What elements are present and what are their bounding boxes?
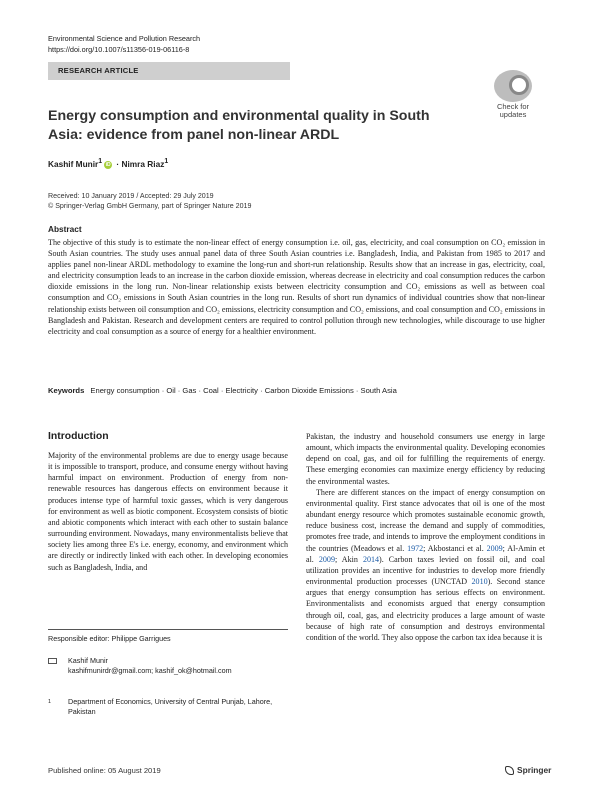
affiliation-text: Department of Economics, University of Central Punjab, Lahore, Pakistan [68,697,273,716]
article-type-bar [48,62,290,80]
author-2-sup: 1 [164,158,169,165]
citation-link[interactable]: 2014 [362,554,380,564]
article-title: Energy consumption and environmental quality in South Asia: evidence from panel non-linear ARDL [48,108,430,143]
check-updates-line2: updates [499,110,527,119]
publisher-logo [505,765,551,775]
journal-header [48,33,200,55]
citation-link[interactable]: 2009 [318,554,335,564]
citation-link[interactable]: 2009 [486,543,503,553]
contact-emails[interactable]: kashifmunirdr@gmail.com; kashif_ok@hotmail.com [68,666,232,675]
copyright-line: © Springer-Verlag GmbH Germany, part of Springer Nature 2019 [48,202,252,210]
intro-left-column [48,450,288,573]
affiliation-number: 1 [48,699,52,705]
springer-horse-icon [505,766,514,775]
check-for-updates-badge[interactable] [488,70,538,124]
journal-doi[interactable]: https://doi.org/10.1007/s11356-019-06116-8 [48,45,190,54]
author-1[interactable]: Kashif Munir [48,158,99,169]
contact-name: Kashif Munir [68,656,108,665]
envelope-icon [48,658,57,664]
citation-link[interactable]: 1972 [407,543,424,553]
author-1-sup: 1 [98,158,103,165]
intro-right-paragraph-2: There are different stances on the impact of energy consumption on environmental quality. First stance advocates that oil is one of the most abundant energy resource which promotes sustainable economic growth, reduce business cost, increase the demand and supply of commodities, promotes free trade, and intends to improve the employment conditions in the countries (Meadows et al. 1972; Akbostanci et al. 2009; Al-Amin et al. 2009; Akin 2014). Carbon taxes levied on fossil oil, and coal utilization provides an incentive for industries to develop more friendly environmental production processes (UNCTAD 2010). Second stance argues that energy consumption has serious effects on environment. Environmentalists and economists argued that energy consumption through oil, coal, gas, and electricity produces a large amount of waste because of high rate of consumption and destroys environmental condition of the world. They also oppose the carbon tax idea because it is [306,487,545,642]
author-list [48,158,168,169]
orcid-icon[interactable]: iD [105,161,111,168]
keywords-list: Energy consumption · Oil · Gas · Coal · Electricity · Carbon Dioxide Emissions · South Asia [90,386,397,395]
keywords-label: Keywords [48,386,85,395]
article-dates [48,191,251,211]
author-2[interactable]: Nimra Riaz [121,158,165,169]
check-updates-icon [494,70,532,102]
article-type: RESEARCH ARTICLE [58,66,139,75]
received-accepted: Received: 10 January 2019 / Accepted: 29 July 2019 [48,192,214,200]
publisher-name: Springer [517,765,552,775]
intro-left-paragraph: Majority of the environmental problems are due to energy usage because it is impossible to transport, produce, and consume energy without having harmful impact on environment. Production of energy from non-renewable resources has dangerous effects on environment because it produces intense type of harmful toxic gasses, which is very dangerous for environment as well as biotic component. Ecosystem consists of biotic and abiotic components which interact with each other to sustain balance surrounding environment. Nowadays, many environmentalists believe that society lies among three E's i.e. energy, economy, and environment which are directly or indirectly linked with each other. In developing economies such as Bangladesh, India, and [48,451,289,572]
keywords [48,386,545,395]
introduction-heading: Introduction [48,431,109,442]
footnote-divider [48,629,288,630]
responsible-editor: Responsible editor: Philippe Garrigues [48,634,171,643]
check-updates-line1: Check for [496,102,530,111]
citation-link[interactable]: 2010 [471,577,488,587]
author-separator: · [114,158,122,169]
abstract-heading: Abstract [48,224,82,234]
intro-right-paragraph-1: Pakistan, the industry and household consumers use energy in large amount, which impacts the environmental quality. Developing economies depend on coal, gas, and oil for fulfilling the requirements of energy. These emerging economies can maximize energy efficiency by reducing the environmental wastes. [306,432,545,486]
published-online: Published online: 05 August 2019 [48,766,161,775]
intro-right-column [306,431,545,643]
journal-name: Environmental Science and Pollution Research [48,34,201,43]
abstract-text: The objective of this study is to estimate the non-linear effect of energy consumption i.e. oil, gas, electricity, and coal consumption on CO₂ emission in South Asian countries. The study uses annual panel data of three South Asian countries i.e. Bangladesh, India, and Pakistan from 1985 to 2017 and applies panel non-linear ARDL methodology to examine the long-run and short-run relationship. Results show that an increase in gas, electricity, coal, and electricity consumption leads to an increase in the carbon dioxide emission, whereas decrease in electricity and coal consumption reduces the carbon dioxide emissions in the long run. Non-linear relationship exists between electricity consumption and CO₂ emissions as well as between coal consumption and CO₂ emissions in South Asian countries in the long run. Results of short run dynamics of individual countries show that non-linear relationship exists between oil consumption and CO₂ emissions, electricity consumption and CO₂ emissions, and coal consumption and CO₂ emissions in Bangladesh and Pakistan. Research and development centers are required to control pollution through new technologies, while discourage to use higher electricity and coal consumption as a source of energy for a healthier environment. [48,238,545,336]
